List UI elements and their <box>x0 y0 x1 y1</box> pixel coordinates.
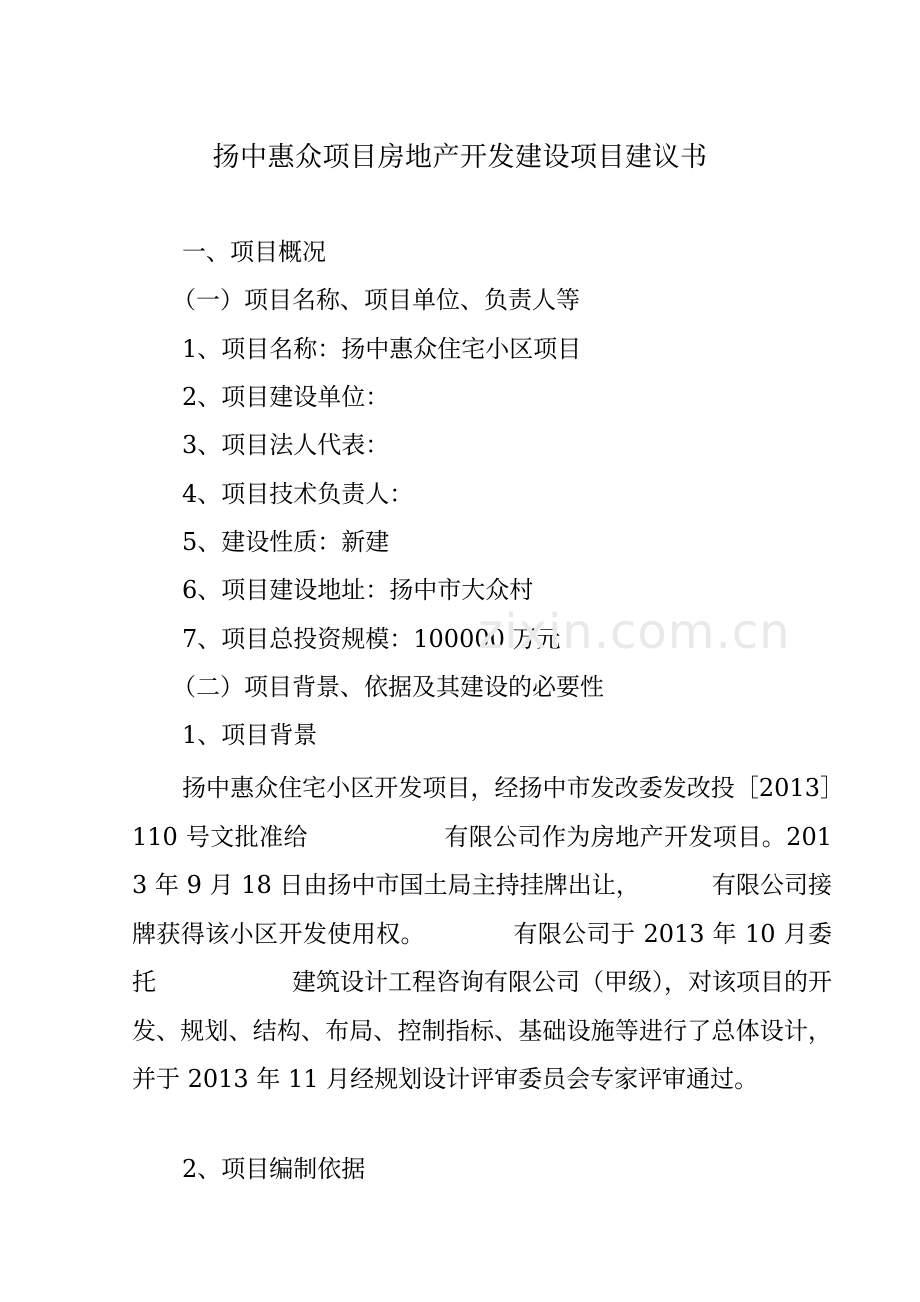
subsection-heading-name-unit: （一）项目名称、项目单位、负责人等 <box>172 286 580 314</box>
item-project-background: 1、项目背景 <box>182 721 318 749</box>
item-construction-address: 6、项目建设地址：扬中市大众村 <box>182 576 534 604</box>
document-title: 扬中惠众项目房地产开发建设项目建议书 <box>212 142 708 173</box>
item-technical-lead: 4、项目技术负责人： <box>182 480 414 508</box>
item-compilation-basis: 2、项目编制依据 <box>182 1155 366 1183</box>
background-paragraph <box>132 764 832 1104</box>
section-heading-overview: 一、项目概况 <box>182 238 326 266</box>
item-construction-nature: 5、建设性质：新建 <box>182 528 390 556</box>
subsection-heading-background: （二）项目背景、依据及其建设的必要性 <box>172 673 604 701</box>
paragraph-segment: 建筑设计工程咨询有限公司（甲级），对该项目的开发、规划、结构、布局、控制指标、基础设施等进行了总体设计，并于 2013 年 11 月经规划设计评审委员会专家评审通过。 <box>132 968 832 1093</box>
paragraph-segment: 有限公司于 2013 年 10 月委托 <box>132 919 832 996</box>
watermark: zixin.com.cn <box>478 604 791 660</box>
item-legal-representative: 3、项目法人代表： <box>182 431 390 459</box>
item-project-name: 1、项目名称：扬中惠众住宅小区项目 <box>182 335 582 363</box>
paragraph-segment: 有限公司作为房地产开发项目。2013 年 9 月 18 日由扬中市国土局主持挂牌出让， <box>132 822 832 899</box>
item-investment-scale: 7、项目总投资规模：100000 万元 <box>182 625 561 653</box>
paragraph-segment: 扬中惠众住宅小区开发项目，经扬中市发改委发改投［2013］110 号文批准给 <box>132 774 832 851</box>
paragraph-segment: 有限公司接牌获得该小区开发使用权。 <box>132 871 833 948</box>
item-construction-unit: 2、项目建设单位： <box>182 383 390 411</box>
